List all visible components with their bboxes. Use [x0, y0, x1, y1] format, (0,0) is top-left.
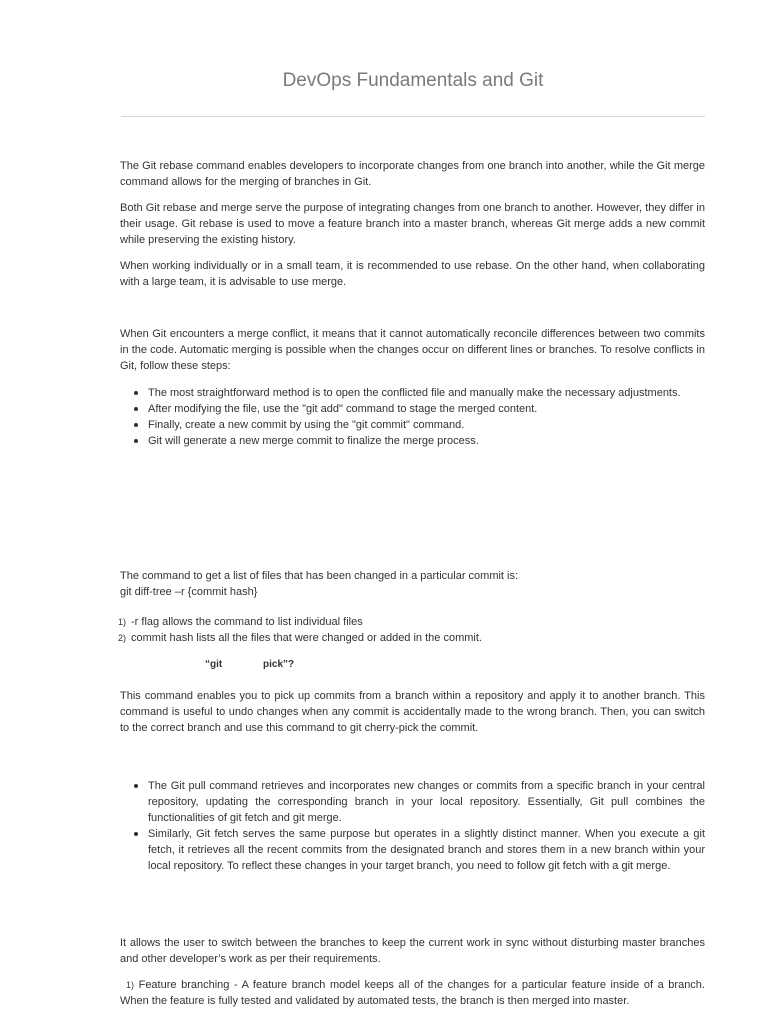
item-text: Feature branching - A feature branch model keeps all of the changes for a particular feature inside of a branch. When the feature is fully tested and validated by automated tests, the branch is then merged into master.	[120, 979, 705, 1007]
rebase-paragraph-2: Both Git rebase and merge serve the purpose of integrating changes from one branch to another. However, they differ in their usage. Git rebase is used to move a feature branch into a master branch, whereas Git merge adds a new commit while preserving the existing history.	[120, 202, 705, 246]
rebase-paragraph-3: When working individually or in a small team, it is recommended to use rebase. On the other hand, when collaborating with a large team, it is advisable to use merge.	[120, 260, 705, 288]
conflict-steps-list	[132, 385, 705, 449]
branching-intro: It allows the user to switch between the branches to keep the current work in sync without disturbing master branches and other developer’s work as per their requirements.	[120, 937, 705, 965]
list-item: Similarly, Git fetch serves the same purpose but operates in a slightly distinct manner. When you execute a git fetch, it retrieves all the recent commits from the designated branch and stores them in a new branch within your local repository. To reflect these changes in your target branch, you need to follow git fetch with a git merge.	[132, 826, 705, 874]
item-text: commit hash lists all the files that were changed or added in the commit.	[131, 632, 482, 644]
list-item	[118, 630, 705, 646]
list-item: The most straightforward method is to open the conflicted file and manually make the necessary adjustments.	[132, 385, 705, 401]
rebase-paragraph-1: The Git rebase command enables developers to incorporate changes from one branch into another, while the Git merge command allows for the merging of branches in Git.	[120, 160, 705, 188]
list-item: The Git pull command retrieves and incorporates new changes or commits from a specific branch in your central repository, updating the corresponding branch in your local repository. Essentially, Git pull combines the functionalities of git fetch and git merge.	[132, 778, 705, 826]
item-text: -r flag allows the command to list individual files	[131, 616, 363, 628]
item-number: 1)	[126, 980, 135, 990]
list-item: Git will generate a new merge commit to finalize the merge process.	[132, 433, 705, 449]
question-fragment-1: “git	[205, 659, 223, 670]
difftree-line-1: The command to get a list of files that has been changed in a particular commit is:	[120, 570, 519, 582]
list-item: After modifying the file, use the "git add" command to stage the merged content.	[132, 401, 705, 417]
list-item	[118, 614, 705, 630]
cherrypick-paragraph: This command enables you to pick up commits from a branch within a repository and apply it to another branch. This command is useful to undo changes when any commit is accidentally made to the wrong branch. Then, you can switch to the correct branch and use this command to git cherry-pick the commit.	[120, 690, 705, 734]
page-title: DevOps Fundamentals and Git	[282, 70, 544, 91]
difftree-command: git diff-tree –r {commit hash}	[120, 586, 258, 598]
list-item	[120, 977, 705, 1009]
conflict-intro: When Git encounters a merge conflict, it means that it cannot automatically reconcile differences between two commits in the code. Automatic merging is possible when the changes occur on different lines or branches. To resolve conflicts in Git, follow these steps:	[120, 328, 705, 372]
item-number: 1)	[118, 617, 127, 627]
pull-fetch-list	[132, 778, 705, 874]
item-number: 2)	[118, 633, 127, 643]
question-fragment-2: pick”?	[263, 659, 295, 670]
list-item: Finally, create a new commit by using the "git commit" command.	[132, 417, 705, 433]
title-divider	[121, 116, 705, 117]
